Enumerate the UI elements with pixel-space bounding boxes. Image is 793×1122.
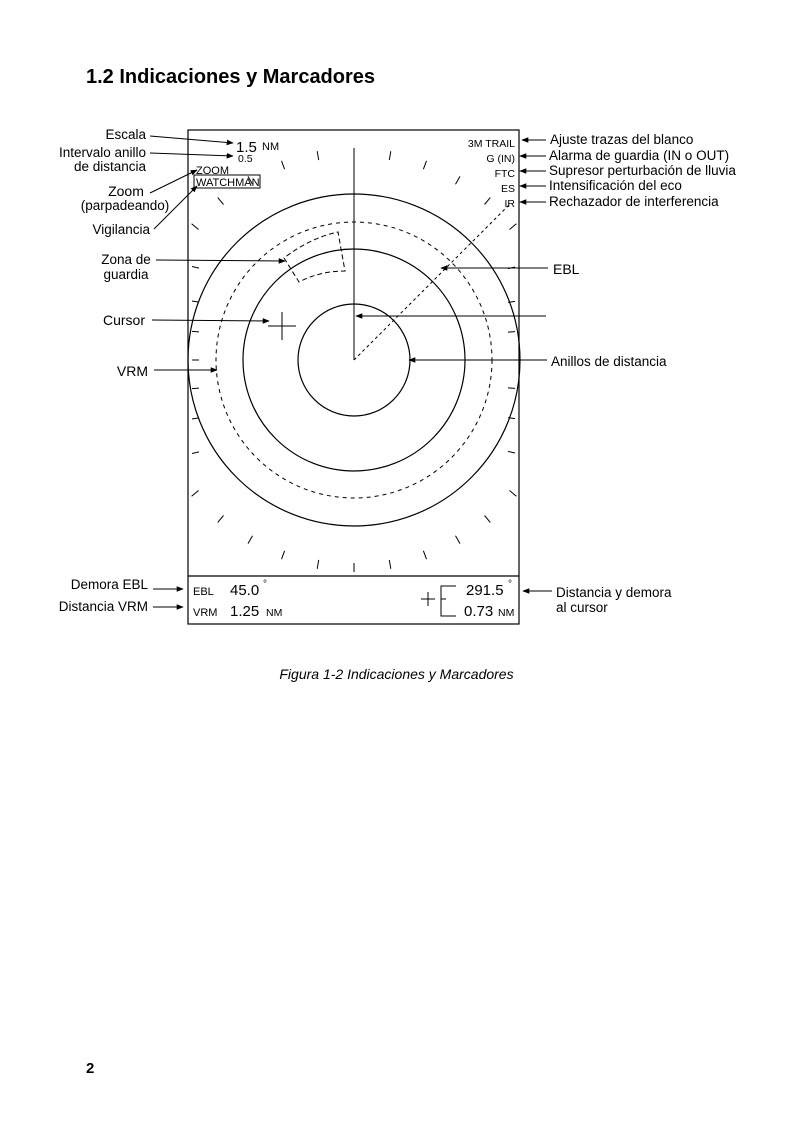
bearing-tick xyxy=(192,331,199,332)
bearing-tick xyxy=(218,198,224,205)
screen-status-es: ES xyxy=(500,183,515,195)
callout-es: Intensificación del eco xyxy=(549,178,682,193)
callout-distancia-vrm: Distancia VRM xyxy=(58,599,148,614)
bearing-tick xyxy=(456,536,461,544)
bearing-tick xyxy=(510,224,517,230)
bearing-tick xyxy=(510,491,517,497)
callout-rings: Anillos de distancia xyxy=(551,354,667,369)
callout-guard-alarm: Alarma de guardia (IN o OUT) xyxy=(549,148,730,163)
vrm-range-value: 1.25 xyxy=(230,603,260,620)
bearing-tick xyxy=(317,560,319,569)
bearing-tick xyxy=(485,516,491,523)
cursor-data-icon xyxy=(421,586,456,616)
callout-cursor-range-2: al cursor xyxy=(556,600,608,615)
screen-zoom-indicator: ZOOM xyxy=(196,165,229,177)
callout-zoom-1: Zoom xyxy=(108,183,144,199)
cursor-mark xyxy=(268,312,296,340)
figure-caption: Figura 1-2 Indicaciones y Marcadores xyxy=(279,666,514,682)
bearing-tick xyxy=(389,560,391,569)
screen-ring-interval: 0.5 xyxy=(238,153,253,165)
bearing-tick xyxy=(192,491,199,497)
bearing-tick xyxy=(456,176,461,184)
bearing-tick xyxy=(218,516,224,523)
ebl-tag: EBL xyxy=(193,586,214,598)
callout-intervalo-1: Intervalo anillo xyxy=(58,145,146,160)
vrm-unit: NM xyxy=(266,607,283,619)
screen-status-guard: G (IN) xyxy=(486,153,515,165)
ebl-bearing-value: 45.0 xyxy=(230,582,260,599)
bearing-tick xyxy=(248,536,253,544)
callout-zoom-2: (parpadeando) xyxy=(80,198,170,213)
screen-watchman-indicator: WATCHMAN xyxy=(196,177,260,189)
section-heading: 1.2 Indicaciones y Marcadores xyxy=(86,66,376,88)
bearing-tick xyxy=(508,388,515,389)
bearing-tick xyxy=(423,161,426,169)
cursor-range-value: 0.73 xyxy=(464,603,494,620)
callout-escala: Escala xyxy=(105,127,146,142)
callout-vigilancia: Vigilancia xyxy=(92,222,150,237)
bearing-tick xyxy=(192,224,199,230)
screen-range-unit: NM xyxy=(262,141,280,153)
callout-intervalo-2: de distancia xyxy=(73,159,146,174)
ebl-line xyxy=(354,204,510,360)
callout-zona-1: Zona de xyxy=(101,252,151,267)
callout-ir: Rechazador de interferencia xyxy=(549,194,719,209)
bearing-tick xyxy=(317,151,319,160)
cursor-range-unit: NM xyxy=(498,607,515,619)
guard-zone xyxy=(284,232,345,282)
bearing-tick xyxy=(192,267,199,269)
callout-zona-2: guardia xyxy=(103,267,149,282)
cursor-degree-symbol: ° xyxy=(508,579,512,590)
bearing-tick xyxy=(192,388,199,389)
bearing-tick xyxy=(282,161,285,169)
callout-cursor: Cursor xyxy=(102,312,145,328)
bearing-tick xyxy=(192,452,199,454)
bearing-tick xyxy=(508,332,515,333)
page-number: 2 xyxy=(86,1060,95,1077)
callout-ebl: EBL xyxy=(553,261,580,277)
callout-demora-ebl: Demora EBL xyxy=(70,577,148,592)
callout-trail: Ajuste trazas del blanco xyxy=(550,132,694,147)
screen-status-ftc: FTC xyxy=(494,168,515,180)
bearing-tick xyxy=(389,151,391,160)
bearing-tick xyxy=(423,551,426,559)
screen-range-value: 1.5 xyxy=(236,139,257,156)
callout-vrm: VRM xyxy=(116,363,148,379)
bearing-tick xyxy=(282,551,285,559)
vrm-tag: VRM xyxy=(193,607,218,619)
ebl-degree-symbol: ° xyxy=(263,579,267,590)
bearing-tick xyxy=(485,198,491,205)
callout-cursor-range-1: Distancia y demora xyxy=(556,585,672,600)
callout-ftc: Supresor perturbación de lluvia xyxy=(549,163,736,178)
screen-status-trail: 3M TRAIL xyxy=(467,138,515,150)
cursor-bearing-value: 291.5 xyxy=(466,582,504,599)
screen-status-ir: IR xyxy=(504,198,515,210)
bearing-tick xyxy=(508,451,515,453)
